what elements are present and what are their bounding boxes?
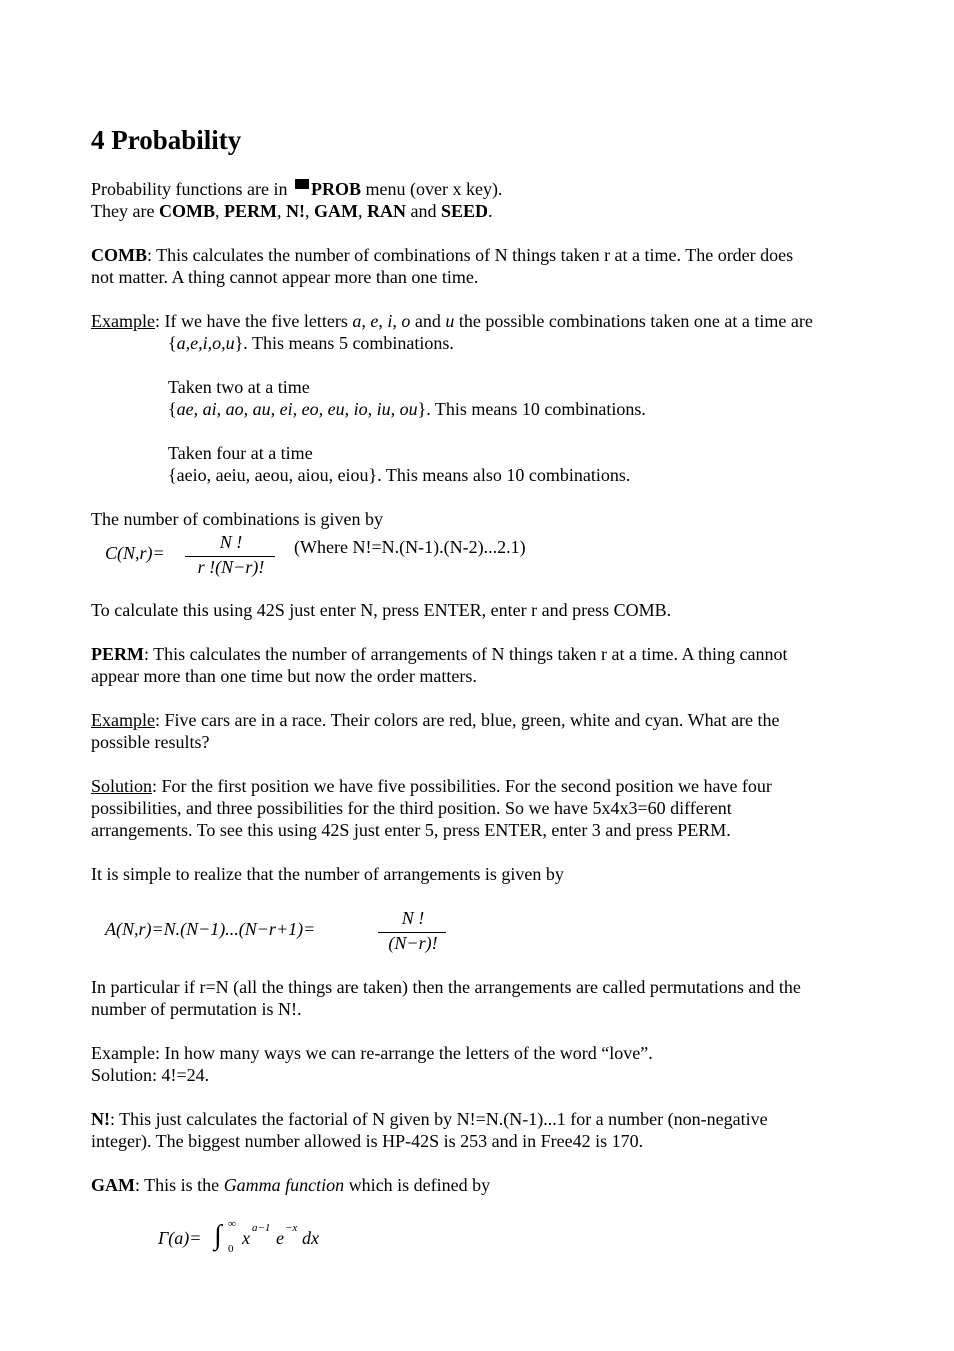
- comb-formula-intro: The number of combinations is given by: [91, 509, 383, 529]
- love-example: Example: In how many ways we can re-arrange the letters of the word “love”.: [91, 1043, 653, 1063]
- sep: ,: [357, 201, 367, 221]
- exponent-1: a−1: [252, 1222, 271, 1234]
- letter: i: [387, 311, 393, 331]
- gam-text: which is defined by: [344, 1175, 491, 1195]
- comb-line-2: not matter. A thing cannot appear more than one time.: [91, 267, 479, 287]
- sep: ,: [378, 311, 388, 331]
- nfact-line-1: [91, 1108, 871, 1130]
- solution-line-3: arrangements. To see this using 42S just enter 5, press ENTER, enter 3 and press PERM.: [91, 820, 731, 840]
- formula-lhs: C(N,r)=: [105, 543, 165, 563]
- page-title: 4 Probability: [91, 125, 242, 155]
- fn-perm: PERM: [223, 201, 277, 221]
- integrand-e: e: [276, 1228, 284, 1248]
- taken-four-title: Taken four at a time: [168, 443, 313, 463]
- sep: ,: [361, 311, 371, 331]
- fn-gam: GAM: [313, 201, 358, 221]
- comb-term: COMB: [91, 245, 147, 265]
- solution-text: : For the first position we have five possibilities. For the second position we have four: [152, 776, 772, 796]
- intro-text: They are: [91, 201, 159, 221]
- sep: and: [410, 311, 446, 331]
- formula-denominator: r !(N−r)!: [197, 557, 265, 577]
- gam-text: : This is the: [135, 1175, 224, 1195]
- formula-numerator: N !: [401, 908, 425, 928]
- sep: ,: [276, 201, 286, 221]
- fn-ran: RAN: [366, 201, 406, 221]
- example-text: : Five cars are in a race. Their colors are red, blue, green, white and cyan. What are the: [154, 710, 780, 730]
- example-label: Example: [91, 311, 155, 331]
- formula-lhs: A(N,r)=N.(N−1)...(N−r+1)=: [105, 919, 316, 939]
- formula-note: (Where N!=N.(N-1).(N-2)...2.1): [294, 537, 526, 557]
- integral-sign: ∫: [214, 1220, 222, 1251]
- pair-set: ae, ai, ao, au, ei, eo, eu, io, iu, ou: [176, 399, 418, 419]
- sep: and: [405, 201, 441, 221]
- gam-line-1: [91, 1174, 871, 1196]
- sep: .: [488, 201, 493, 221]
- integral-lower: 0: [228, 1243, 234, 1255]
- comb-calc-text: To calculate this using 42S just enter N, press ENTER, enter r and press COMB.: [91, 600, 672, 620]
- solution-line-2: possibilities, and three possibilities for the third position. So we have 5x4x3=60 different: [91, 798, 732, 818]
- comb-line-1: [91, 244, 871, 266]
- example-text: }. This means 5 combinations.: [234, 333, 454, 353]
- nfact-line-2: integer). The biggest number allowed is HP-42S is 253 and in Free42 is 170.: [91, 1131, 644, 1151]
- solution-label: Solution: [91, 776, 153, 796]
- sep: ,: [392, 311, 402, 331]
- sep: ,: [304, 201, 314, 221]
- perm-term: PERM: [91, 644, 144, 664]
- solution-line-1: [91, 775, 871, 797]
- perm-text: : This calculates the number of arrangements of N things taken r at a time. A thing cannot: [144, 644, 788, 664]
- letter-set: a,e,i,o,u: [176, 333, 235, 353]
- letter: o: [401, 311, 411, 331]
- differential: dx: [302, 1228, 319, 1248]
- particular-line-2: number of permutation is N!.: [91, 999, 302, 1019]
- example2-line-1: [91, 709, 871, 731]
- particular-line-1: In particular if r=N (all the things are taken) then the arrangements are called permutations and the: [91, 977, 801, 997]
- gamma-function-term: Gamma function: [223, 1175, 345, 1195]
- brace: {: [168, 399, 177, 419]
- integrand-x: x: [242, 1228, 250, 1248]
- example1-line-2: [168, 332, 948, 354]
- example-text: : If we have the five letters: [154, 311, 353, 331]
- fn-comb: COMB: [158, 201, 215, 221]
- nfact-term: N!: [91, 1109, 110, 1129]
- fn-nfact: N!: [285, 201, 305, 221]
- nfact-text: : This just calculates the factorial of N given by N!=N.(N-1)...1 for a number (non-negative: [110, 1109, 768, 1129]
- arrangements-intro: It is simple to realize that the number of arrangements is given by: [91, 864, 564, 884]
- letter: e: [370, 311, 379, 331]
- prob-menu-label: PROB: [310, 179, 361, 199]
- example2-line-2: possible results?: [91, 732, 210, 752]
- love-solution: Solution: 4!=24.: [91, 1065, 210, 1085]
- letter: a: [352, 311, 362, 331]
- brace: {: [168, 333, 177, 353]
- taken-two-title: Taken two at a time: [168, 377, 310, 397]
- intro-text: Probability functions are in: [91, 179, 292, 199]
- intro-line-2: [91, 200, 871, 222]
- integral-upper: ∞: [228, 1218, 236, 1230]
- perm-line-2: appear more than one time but now the order matters.: [91, 666, 477, 686]
- intro-line-1: [91, 178, 871, 200]
- formula-numerator: N !: [219, 532, 243, 552]
- example-label: Example: [91, 710, 155, 730]
- example-text: }. This means 10 combinations.: [417, 399, 646, 419]
- taken-four-set: {aeio, aeiu, aeou, aiou, eiou}. This means also 10 combinations.: [168, 465, 631, 485]
- formula-lhs: Γ(a)=: [158, 1228, 202, 1248]
- letter: u: [445, 311, 455, 331]
- exponent-2: −x: [285, 1222, 298, 1234]
- comb-text: : This calculates the number of combinations of N things taken r at a time. The order does: [147, 245, 794, 265]
- shift-key-icon: [295, 179, 309, 189]
- example1-line-1: [91, 310, 871, 332]
- perm-line-1: [91, 643, 871, 665]
- example-text: the possible combinations taken one at a time are: [454, 311, 813, 331]
- intro-text: menu (over x key).: [360, 179, 503, 199]
- taken-two-set: [168, 398, 948, 420]
- gam-term: GAM: [91, 1175, 135, 1195]
- fn-seed: SEED: [440, 201, 488, 221]
- formula-denominator: (N−r)!: [388, 933, 438, 953]
- sep: ,: [214, 201, 224, 221]
